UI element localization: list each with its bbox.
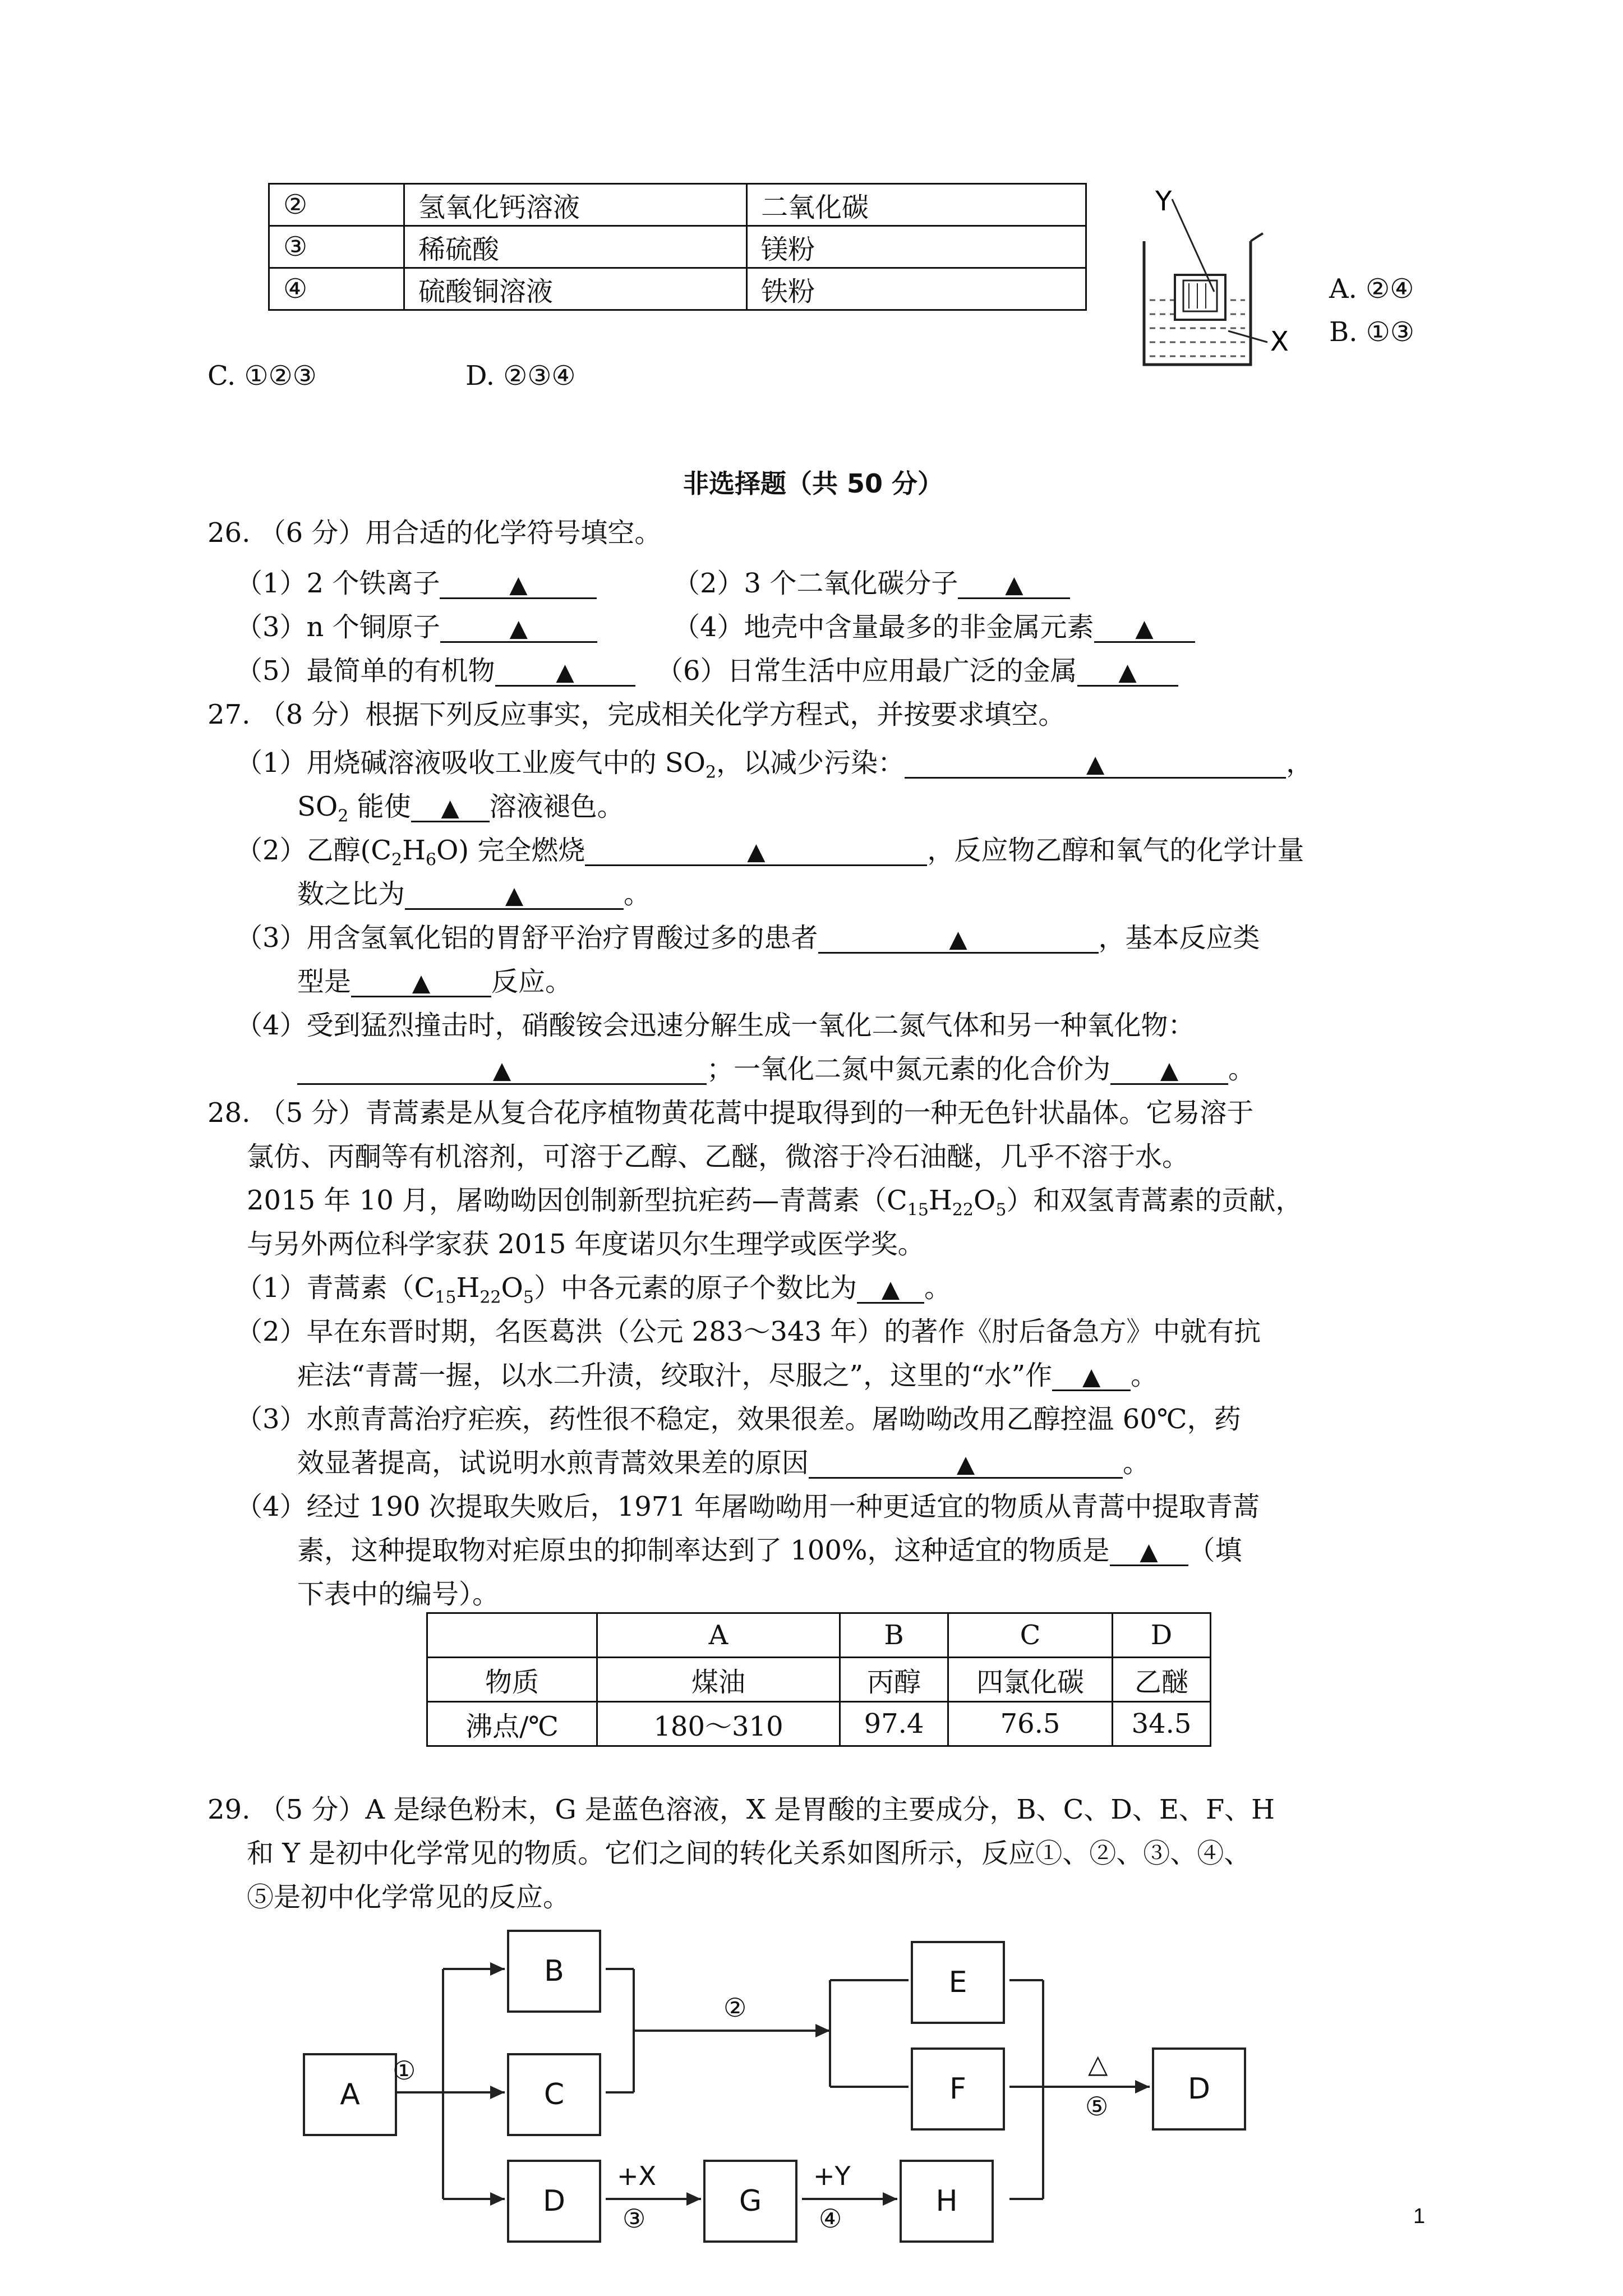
punctuation: 。	[1228, 1053, 1256, 1085]
table-cell: 物质	[427, 1658, 597, 1702]
subscript: 22	[479, 1287, 501, 1308]
table-cell: 四氯化碳	[948, 1658, 1113, 1702]
q28-part1-text: （1）青蒿素（C	[236, 1272, 435, 1304]
table-cell: 180～310	[597, 1702, 840, 1746]
plus-y-label: +Y	[813, 2161, 851, 2191]
table-cell: 稀硫酸	[404, 226, 747, 268]
node-c: C	[507, 2053, 601, 2136]
q28-part3: （3）水煎青蒿治疗疟疾，药性很不稳定，效果很差。屠呦呦改用乙醇控温 60℃，药	[236, 1404, 1241, 1435]
table-cell: 镁粉	[747, 226, 1086, 268]
section-title: 非选择题（共 50 分）	[683, 468, 944, 499]
q28-part2-text: 疟法“青蒿一握，以水二升渍，绞取汁，尽服之”，这里的“水”作	[297, 1360, 1053, 1391]
q28-line3-text2: ）和双氢青蒿素的贡献，	[1006, 1185, 1303, 1216]
q28-line1: 28. （5 分）青蒿素是从复合花序植物黄花蒿中提取得到的一种无色针状晶体。它易溶于	[208, 1097, 1254, 1129]
q29-line1: 29. （5 分）A 是绿色粉末，G 是蓝色溶液，X 是胃酸的主要成分，B、C、D、E、F、H	[208, 1794, 1275, 1825]
q27-part4-text2: ；一氧化二氮中氮元素的化合价为	[707, 1053, 1111, 1085]
table-cell: ④	[269, 268, 404, 310]
reaction-4-label: ④	[819, 2203, 842, 2234]
reaction-2-label: ②	[723, 1993, 747, 2023]
subscript: 5	[523, 1287, 534, 1308]
q27-part2-text2: O) 完全燃烧	[436, 835, 585, 866]
q28-line4: 与另外两位科学家获 2015 年度诺贝尔生理学或医学奖。	[247, 1228, 925, 1260]
triangle-mark: ▲	[505, 881, 524, 909]
q27-part3-text2: ，基本反应类	[1098, 922, 1260, 954]
node-a: A	[303, 2053, 397, 2136]
subscript: 22	[952, 1200, 974, 1220]
q27-part3-text3: 型是	[297, 966, 352, 997]
table-cell: 97.4	[840, 1702, 948, 1746]
formula-text: H	[928, 1185, 952, 1216]
table-cell: A	[597, 1613, 840, 1658]
q27-part1-text: （1）用烧碱溶液吸收工业废气中的 SO	[236, 747, 706, 779]
triangle-mark: ▲	[1082, 1363, 1101, 1390]
triangle-mark: ▲	[1118, 658, 1137, 685]
subscript: 15	[435, 1287, 457, 1308]
subscript: 5	[995, 1200, 1007, 1220]
node-e: E	[911, 1941, 1005, 2024]
triangle-mark: ▲	[1140, 1538, 1158, 1565]
triangle-mark: ▲	[556, 658, 574, 685]
reaction-5-label: ⑤	[1085, 2091, 1109, 2122]
q27-part3-text: （3）用含氢氧化铝的胃舒平治疗胃酸过多的患者	[236, 922, 818, 954]
reaction-1-label: ①	[393, 2055, 416, 2086]
triangle-mark: ▲	[412, 969, 431, 996]
table-cell: 34.5	[1113, 1702, 1211, 1746]
formula-text: O	[501, 1272, 523, 1304]
formula-text: SO	[297, 791, 338, 822]
punctuation: ，	[1286, 747, 1313, 779]
heat-label: △	[1088, 2049, 1108, 2079]
q26-part1-text: （1）2 个铁离子	[236, 568, 440, 599]
q29-line2: 和 Y 是初中化学常见的物质。它们之间的转化关系如图所示，反应①、②、③、④、	[247, 1838, 1251, 1869]
q28-part3-text: 效显著提高，试说明水煎青蒿效果差的原因	[297, 1447, 809, 1479]
q27-part3-text4: 反应。	[491, 966, 573, 997]
subscript: 2	[391, 850, 403, 870]
triangle-mark: ▲	[441, 794, 459, 821]
table-cell: 76.5	[948, 1702, 1113, 1746]
table-cell: B	[840, 1613, 948, 1658]
node-f: F	[911, 2047, 1005, 2131]
table-cell: ③	[269, 226, 404, 268]
subscript: 2	[706, 762, 717, 783]
beaker-x-label: X	[1270, 326, 1289, 357]
triangle-mark: ▲	[509, 570, 528, 598]
table-cell: 丙醇	[840, 1658, 948, 1702]
q28-part4-text: 素，这种提取物对疟原虫的抑制率达到了 100%，这种适宜的物质是	[297, 1535, 1110, 1566]
q28-part2: （2）早在东晋时期，名医葛洪（公元 283～343 年）的著作《肘后备急方》中就有抗	[236, 1316, 1261, 1347]
table-cell: 硫酸铜溶液	[404, 268, 747, 310]
option-a: A. ②④	[1329, 273, 1414, 305]
q26-stem: 26. （6 分）用合适的化学符号填空。	[208, 517, 662, 549]
triangle-mark: ▲	[492, 1056, 511, 1084]
punctuation: 。	[1123, 1447, 1150, 1479]
q28-line2: 氯仿、丙酮等有机溶剂，可溶于乙醇、乙醚，微溶于冷石油醚，几乎不溶于水。	[247, 1141, 1189, 1172]
triangle-mark: ▲	[509, 614, 528, 642]
triangle-mark: ▲	[881, 1275, 900, 1303]
q29-line3: ⑤是初中化学常见的反应。	[247, 1881, 570, 1913]
reaction-3-label: ③	[623, 2203, 646, 2234]
triangle-mark: ▲	[1160, 1056, 1179, 1084]
triangle-mark: ▲	[1086, 750, 1105, 777]
node-d-final: D	[1152, 2047, 1246, 2131]
punctuation: 。	[1131, 1360, 1158, 1391]
subscript: 15	[907, 1200, 929, 1220]
punctuation: 。	[624, 878, 651, 910]
table-cell: C	[948, 1613, 1113, 1658]
table-cell: 氢氧化钙溶液	[404, 184, 747, 226]
q27-part1-text3: 能使	[348, 791, 411, 822]
punctuation: 。	[924, 1272, 951, 1304]
table-cell: 二氧化碳	[747, 184, 1086, 226]
subscript: 2	[338, 806, 349, 826]
triangle-mark: ▲	[1005, 570, 1023, 598]
formula-text: O	[973, 1185, 996, 1216]
triangle-mark: ▲	[956, 1450, 975, 1478]
q27-part1-text2: ，以减少污染：	[716, 747, 905, 779]
q27-part4: （4）受到猛烈撞击时，硝酸铵会迅速分解生成一氧化二氮气体和另一种氧化物：	[236, 1010, 1195, 1041]
beaker-y-label: Y	[1155, 186, 1172, 217]
q27-part2-text: （2）乙醇(C	[236, 835, 391, 866]
q27-part2-text4: 数之比为	[297, 878, 405, 910]
node-b: B	[507, 1930, 601, 2013]
option-b: B. ①③	[1329, 316, 1414, 348]
q28-part1-text2: ）中各元素的原子个数比为	[533, 1272, 857, 1304]
plus-x-label: +X	[617, 2161, 657, 2191]
q28-part4-cont2: 下表中的编号）。	[297, 1579, 500, 1610]
subscript: 6	[425, 850, 437, 870]
q28-part4: （4）经过 190 次提取失败后，1971 年屠呦呦用一种更适宜的物质从青蒿中提取青蒿	[236, 1491, 1260, 1522]
q26-part3-text: （3）n 个铜原子	[236, 611, 440, 643]
option-c: C. ①②③	[208, 360, 317, 392]
table-cell: 乙醚	[1113, 1658, 1211, 1702]
q28-part4-text2: （填	[1188, 1535, 1242, 1566]
triangle-mark: ▲	[949, 925, 967, 953]
q26-part6-text: （6）日常生活中应用最广泛的金属	[656, 655, 1077, 687]
page-number: 1	[1413, 2205, 1426, 2228]
node-d: D	[507, 2160, 601, 2243]
table-cell: ②	[269, 184, 404, 226]
table-cell: 铁粉	[747, 268, 1086, 310]
q26-part2-text: （2）3 个二氧化碳分子	[673, 568, 958, 599]
q26-part4-text: （4）地壳中含量最多的非金属元素	[673, 611, 1094, 643]
node-g: G	[703, 2160, 797, 2243]
q27-stem: 27. （8 分）根据下列反应事实，完成相关化学方程式，并按要求填空。	[208, 699, 1066, 730]
option-d: D. ②③④	[465, 360, 576, 392]
q27-part1-text4: 溶液褪色。	[489, 791, 624, 822]
triangle-mark: ▲	[1135, 614, 1154, 642]
table-cell: 煤油	[597, 1658, 840, 1702]
formula-text: H	[456, 1272, 480, 1304]
table-cell: 沸点/℃	[427, 1702, 597, 1746]
node-h: H	[900, 2160, 994, 2243]
q26-part5-text: （5）最简单的有机物	[236, 655, 495, 687]
formula-text: H	[402, 835, 426, 866]
table-cell: D	[1113, 1613, 1211, 1658]
q27-part2-text3: ，反应物乙醇和氧气的化学计量	[927, 835, 1304, 866]
q28-line3-text: 2015 年 10 月，屠呦呦因创制新型抗疟药—青蒿素（C	[247, 1185, 907, 1216]
triangle-mark: ▲	[747, 838, 766, 865]
